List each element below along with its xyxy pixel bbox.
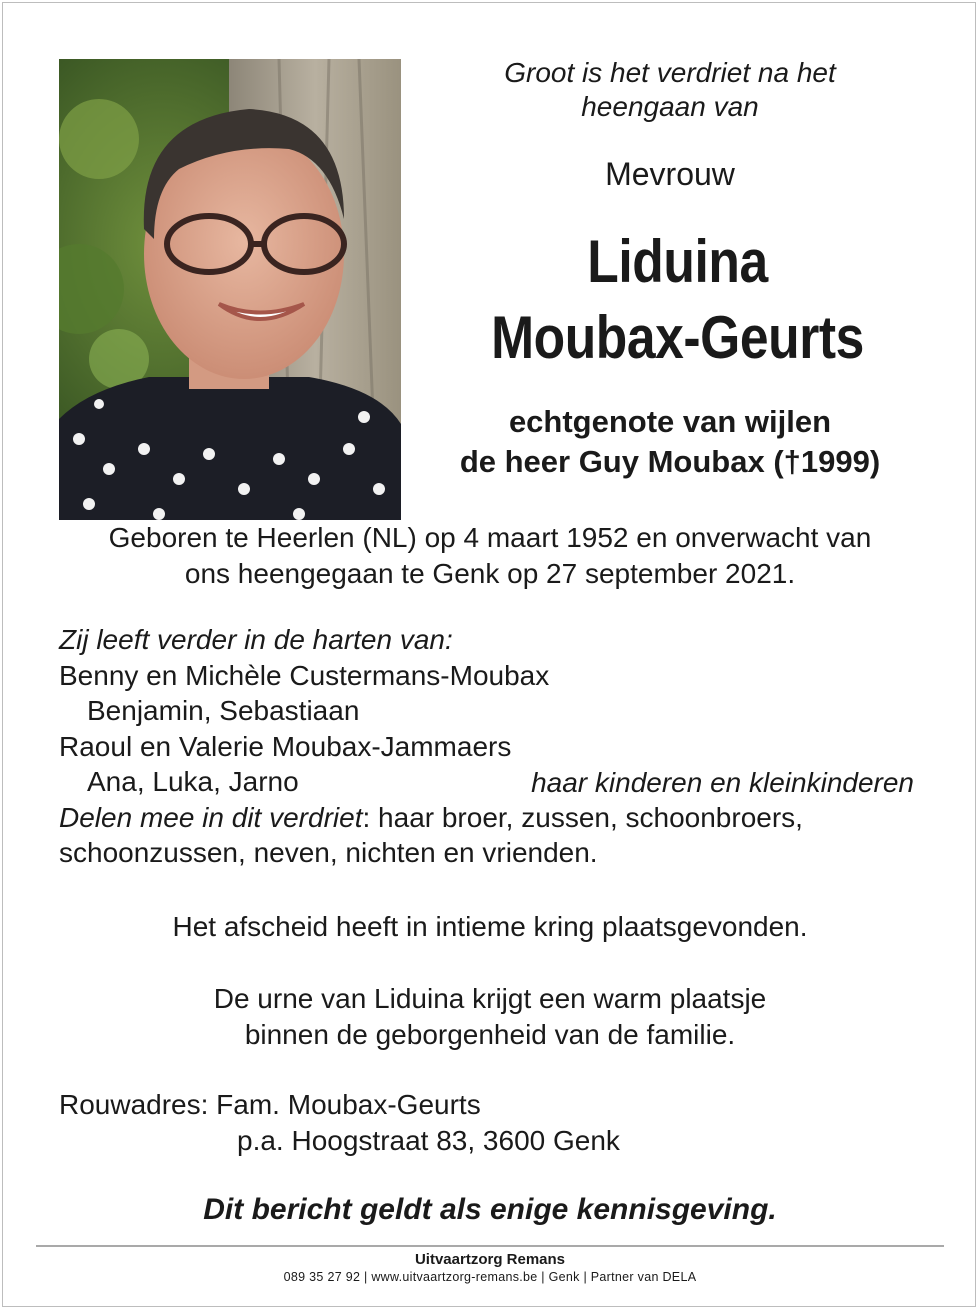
urn-text bbox=[40, 981, 940, 1053]
address-block bbox=[59, 1087, 620, 1158]
intro-line-2: heengaan van bbox=[581, 91, 759, 122]
family-line: Raoul en Valerie Moubax-Jammaers bbox=[59, 730, 512, 762]
footer-company: Uitvaartzorg Remans bbox=[414, 1251, 566, 1268]
share-line-2: schoonzussen, neven, nichten en vrienden. bbox=[59, 837, 598, 868]
mourners-heading: Zij leeft verder in de harten van: bbox=[59, 624, 453, 655]
portrait-photo bbox=[59, 59, 401, 520]
born-line-2: ons heengegaan te Genk op 27 september 2021. bbox=[184, 558, 796, 589]
closing-statement: Dit bericht geldt als enige kennisgeving. bbox=[203, 1193, 777, 1226]
share-rest: : haar broer, zussen, schoonbroers, bbox=[362, 801, 803, 833]
footer-contact: 089 35 27 92 | www.uitvaartzorg-remans.be | Genk | Partner van DELA bbox=[283, 1270, 697, 1284]
family-line: Benny en Michèle Custermans-Moubax bbox=[59, 659, 550, 691]
farewell-text: Het afscheid heeft in intieme kring plaatsgevonden. bbox=[172, 911, 808, 942]
spouse-text bbox=[420, 402, 920, 482]
share-line bbox=[59, 800, 803, 836]
birth-death-text bbox=[40, 520, 940, 592]
address-label: Rouwadres: Fam. Moubax-Geurts bbox=[59, 1089, 481, 1120]
share-italic: Delen mee in dit verdriet bbox=[59, 801, 363, 833]
urn-line-1: De urne van Liduina krijgt een warm plaatsje bbox=[213, 983, 767, 1014]
intro-text bbox=[420, 56, 920, 124]
honorific: Mevrouw bbox=[605, 156, 735, 192]
address-line-2: p.a. Hoogstraat 83, 3600 Genk bbox=[237, 1124, 620, 1156]
intro-line-1: Groot is het verdriet na het bbox=[504, 57, 836, 88]
last-name: Moubax-Geurts bbox=[491, 304, 864, 371]
spouse-line-2: de heer Guy Moubax (†1999) bbox=[459, 444, 881, 479]
born-line-1: Geboren te Heerlen (NL) op 4 maart 1952 en onverwacht van bbox=[108, 522, 872, 553]
first-name: Liduina bbox=[587, 228, 768, 295]
urn-line-2: binnen de geborgenheid van de familie. bbox=[244, 1019, 736, 1050]
footer-divider bbox=[36, 1245, 944, 1247]
spouse-line-1: echtgenote van wijlen bbox=[508, 404, 832, 439]
family-line: Ana, Luka, Jarno bbox=[87, 766, 299, 797]
family-caption: haar kinderen en kleinkinderen bbox=[531, 767, 914, 798]
deceased-name bbox=[456, 224, 899, 376]
mourners-list bbox=[59, 622, 803, 871]
family-line: Benjamin, Sebastiaan bbox=[87, 695, 360, 726]
